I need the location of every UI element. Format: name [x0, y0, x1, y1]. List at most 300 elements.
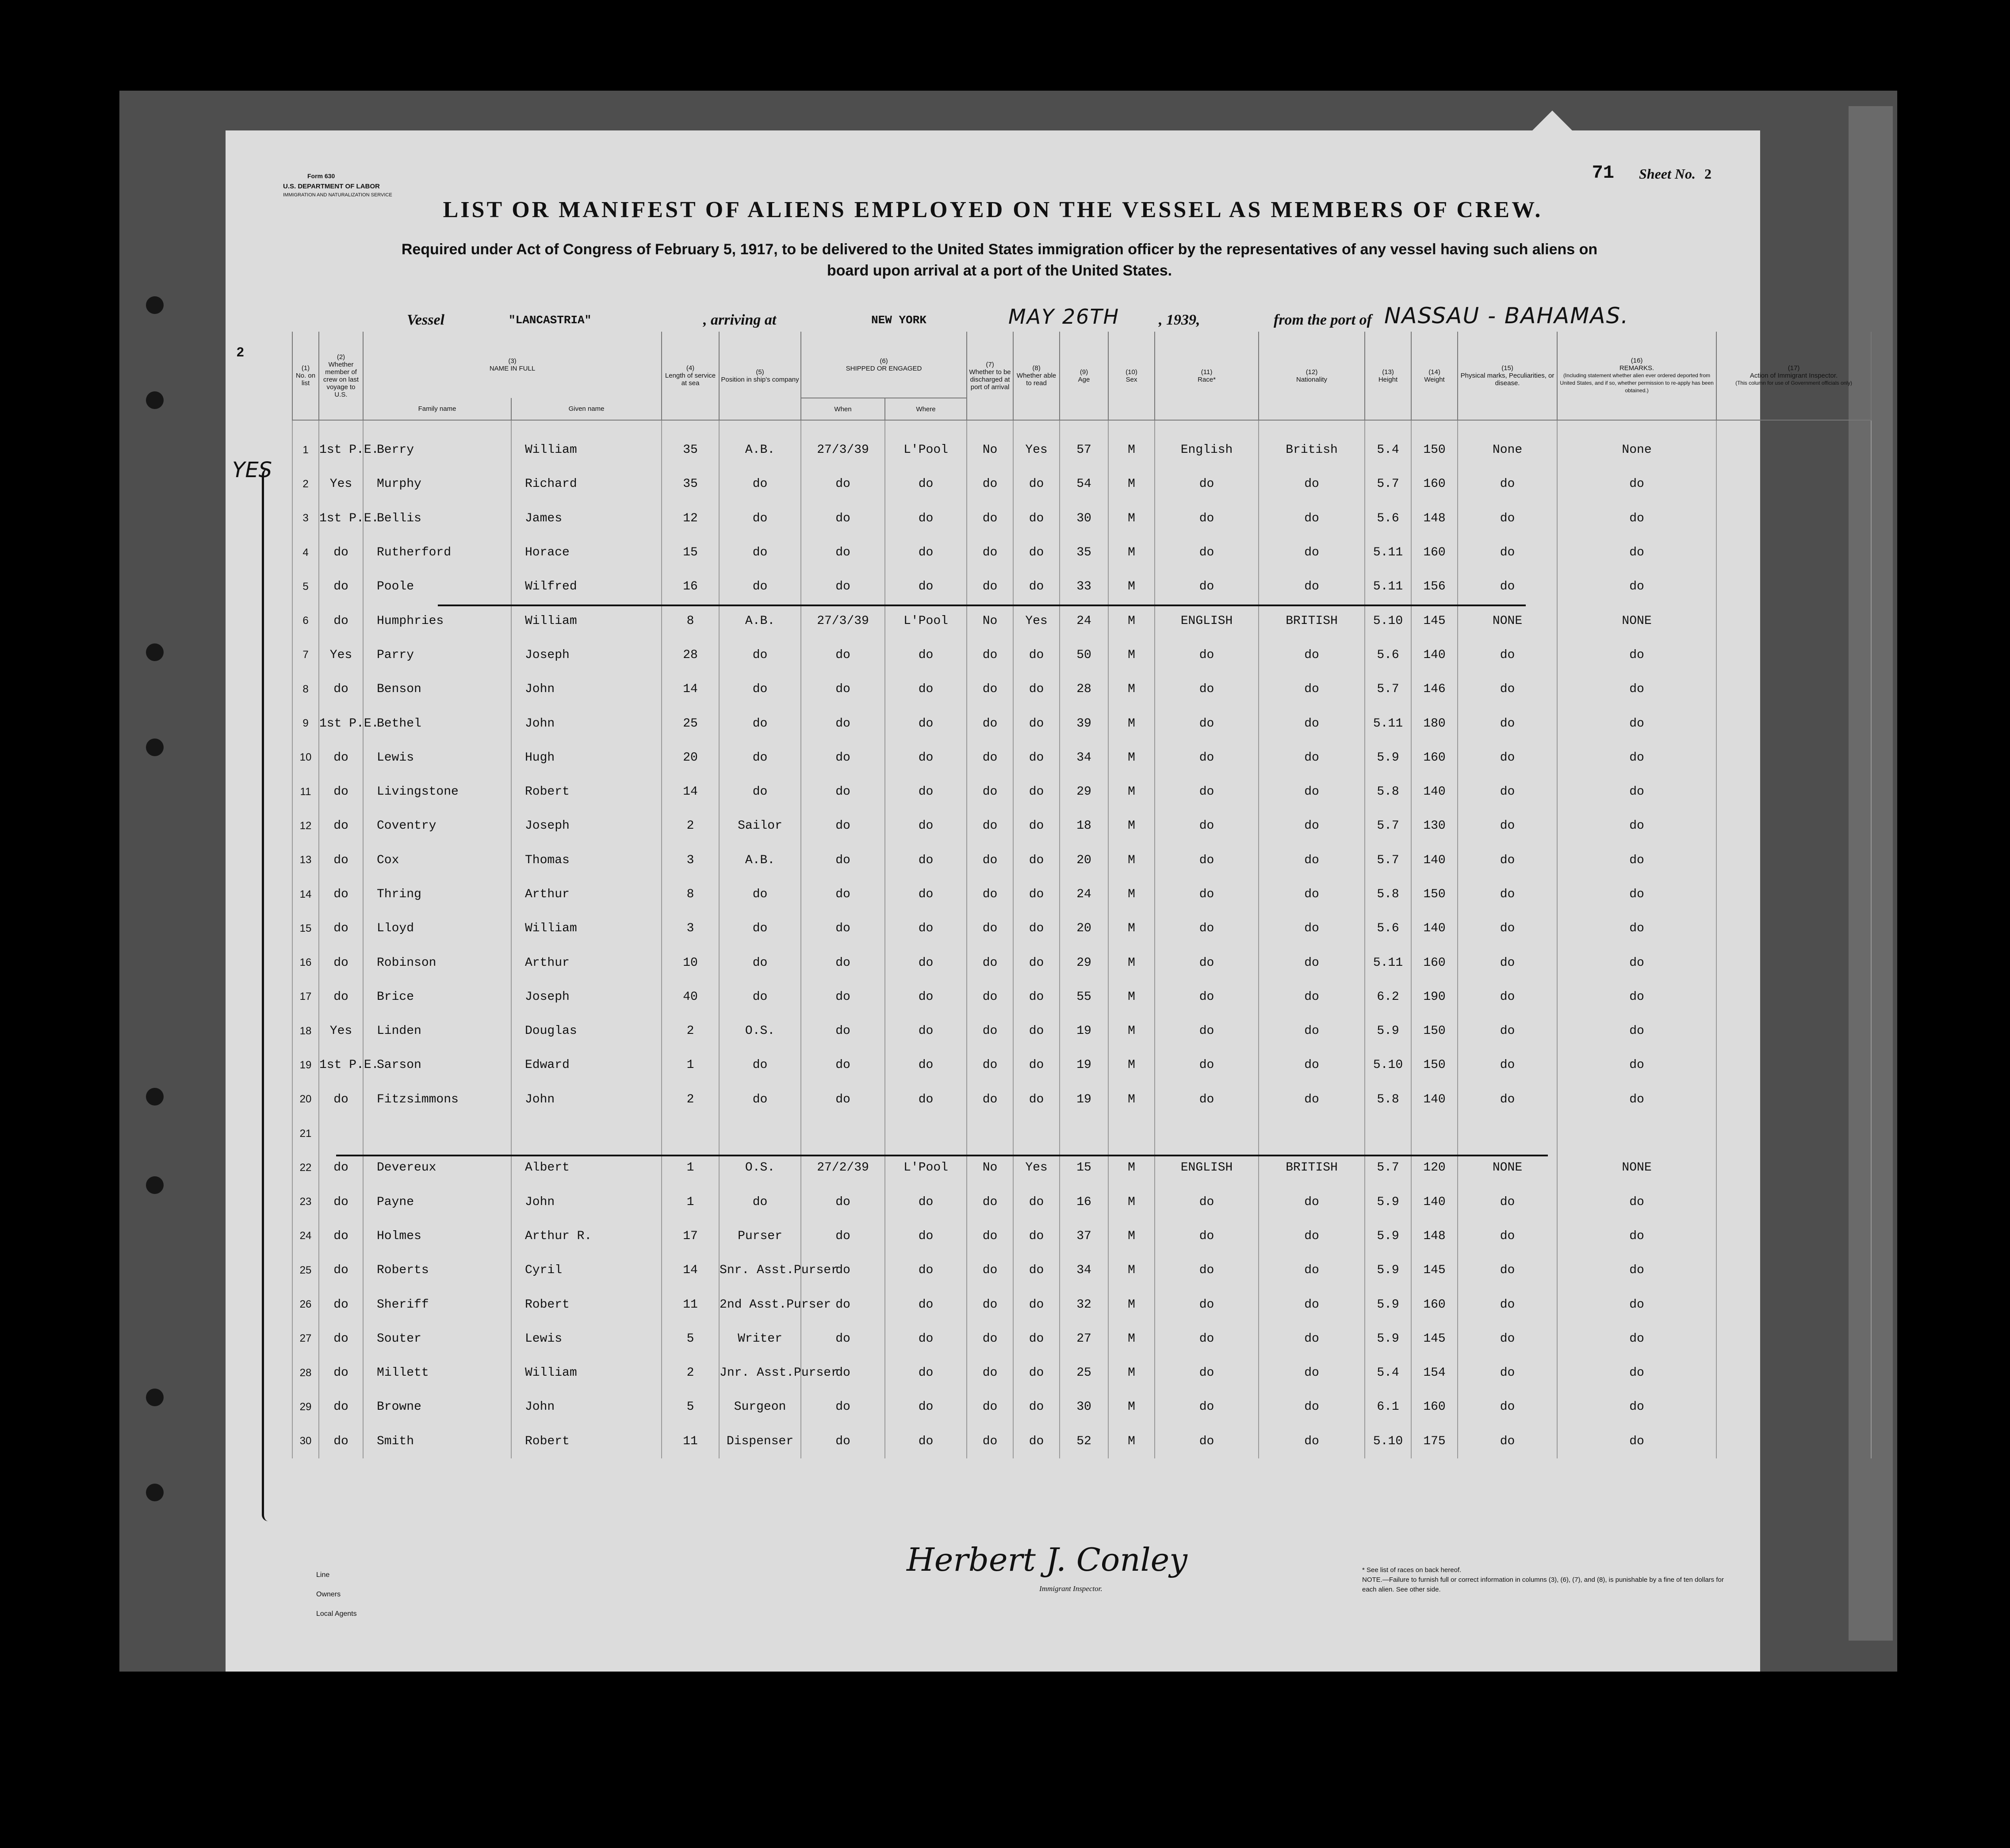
race-cell: do: [1155, 706, 1259, 740]
race-cell: do: [1155, 672, 1259, 706]
remarks-cell: do: [1557, 467, 1716, 501]
page-number: 71: [1592, 162, 1614, 184]
race-cell: do: [1155, 638, 1259, 672]
inspector-action-cell: [1716, 1219, 1871, 1253]
last-voyage-cell: do: [319, 843, 363, 877]
inspector-action-cell: [1716, 1322, 1871, 1356]
physical-marks-cell: do: [1458, 467, 1557, 501]
remarks-cell: do: [1557, 501, 1716, 536]
remarks-cell: NONE: [1557, 1151, 1716, 1185]
weight-cell: 150: [1411, 1048, 1458, 1082]
height-cell: 5.11: [1365, 536, 1411, 570]
race-cell: English: [1155, 420, 1259, 467]
height-cell: 5.9: [1365, 1287, 1411, 1321]
shipped-when-cell: do: [801, 706, 885, 740]
binder-hole: [146, 643, 164, 661]
shipped-where-cell: L'Pool: [885, 420, 967, 467]
position-cell: do: [719, 501, 801, 536]
last-voyage-cell: [319, 1117, 363, 1151]
inspector-action-cell: [1716, 1048, 1871, 1082]
row-number-cell: 18: [292, 1014, 319, 1048]
remarks-cell: do: [1557, 1048, 1716, 1082]
shipped-when-cell: do: [801, 1014, 885, 1048]
family-name-cell: Lewis: [363, 741, 511, 775]
age-cell: 28: [1060, 672, 1108, 706]
service-length-cell: 28: [662, 638, 719, 672]
row-number-cell: 9: [292, 706, 319, 740]
shipped-when-cell: do: [801, 775, 885, 809]
physical-marks-cell: do: [1458, 638, 1557, 672]
given-name-cell: William: [511, 1356, 662, 1390]
last-voyage-cell: do: [319, 1424, 363, 1458]
shipped-when-cell: do: [801, 1287, 885, 1321]
physical-marks-cell: do: [1458, 843, 1557, 877]
folded-corner: [1530, 111, 1574, 133]
last-voyage-cell: do: [319, 1219, 363, 1253]
inspector-action-cell: [1716, 775, 1871, 809]
col-header-position: (5) Position in ship's company: [719, 332, 801, 420]
race-cell: do: [1155, 1048, 1259, 1082]
shipped-when-cell: 27/2/39: [801, 1151, 885, 1185]
manifest-page: [226, 130, 1852, 1672]
able-to-read-cell: do: [1013, 1083, 1060, 1117]
able-to-read-cell: do: [1013, 877, 1060, 911]
nationality-cell: do: [1259, 980, 1365, 1014]
height-cell: 5.6: [1365, 501, 1411, 536]
able-to-read-cell: do: [1013, 911, 1060, 945]
service-name: IMMIGRATION AND NATURALIZATION SERVICE: [283, 192, 392, 198]
last-voyage-cell: do: [319, 1151, 363, 1185]
able-to-read-cell: do: [1013, 672, 1060, 706]
position-cell: do: [719, 877, 801, 911]
weight-cell: 120: [1411, 1151, 1458, 1185]
discharged-cell: do: [967, 877, 1013, 911]
table-row: [292, 706, 1871, 740]
family-name-cell: Humphries: [363, 604, 511, 638]
race-cell: do: [1155, 1083, 1259, 1117]
physical-marks-cell: do: [1458, 570, 1557, 604]
race-cell: do: [1155, 980, 1259, 1014]
able-to-read-cell: do: [1013, 638, 1060, 672]
table-row: [292, 1014, 1871, 1048]
table-row: [292, 877, 1871, 911]
service-length-cell: 16: [662, 570, 719, 604]
row-number-cell: 5: [292, 570, 319, 604]
nationality-cell: do: [1259, 1390, 1365, 1424]
col-header-family-name: Family name: [363, 398, 511, 420]
discharged-cell: do: [967, 980, 1013, 1014]
binder-hole: [146, 296, 164, 314]
sex-cell: M: [1108, 1424, 1155, 1458]
given-name-cell: Thomas: [511, 843, 662, 877]
family-name-cell: Robinson: [363, 945, 511, 979]
agents-label: Local Agents: [316, 1610, 357, 1618]
sex-cell: M: [1108, 1253, 1155, 1287]
shipped-when-cell: do: [801, 809, 885, 843]
family-name-cell: Bethel: [363, 706, 511, 740]
remarks-cell: None: [1557, 420, 1716, 467]
nationality-cell: do: [1259, 570, 1365, 604]
sex-cell: M: [1108, 706, 1155, 740]
shipped-where-cell: do: [885, 1322, 967, 1356]
family-name-cell: Berry: [363, 420, 511, 467]
service-length-cell: 14: [662, 672, 719, 706]
row-number-cell: 24: [292, 1219, 319, 1253]
service-length-cell: 2: [662, 1356, 719, 1390]
given-name-cell: Hugh: [511, 741, 662, 775]
shipped-where-cell: do: [885, 1287, 967, 1321]
col-header-when: When: [801, 398, 885, 420]
able-to-read-cell: do: [1013, 945, 1060, 979]
height-cell: 5.10: [1365, 1424, 1411, 1458]
last-voyage-cell: do: [319, 775, 363, 809]
row-number-cell: 1: [292, 420, 319, 467]
service-length-cell: 2: [662, 1083, 719, 1117]
shipped-when-cell: do: [801, 1253, 885, 1287]
shipped-when-cell: do: [801, 911, 885, 945]
service-length-cell: 3: [662, 911, 719, 945]
inspector-action-cell: [1716, 945, 1871, 979]
weight-cell: 140: [1411, 843, 1458, 877]
row-number-cell: 8: [292, 672, 319, 706]
age-cell: 18: [1060, 809, 1108, 843]
age-cell: 24: [1060, 877, 1108, 911]
age-cell: 20: [1060, 843, 1108, 877]
col-header-discharged: (7) Whether to be discharged at port of arrival: [967, 332, 1013, 420]
weight-cell: 180: [1411, 706, 1458, 740]
family-name-cell: Rutherford: [363, 536, 511, 570]
able-to-read-cell: do: [1013, 501, 1060, 536]
race-cell: do: [1155, 911, 1259, 945]
family-name-cell: Thring: [363, 877, 511, 911]
weight-cell: 146: [1411, 672, 1458, 706]
age-cell: 34: [1060, 1253, 1108, 1287]
age-cell: 30: [1060, 1390, 1108, 1424]
sex-cell: M: [1108, 1048, 1155, 1082]
physical-marks-cell: do: [1458, 672, 1557, 706]
binder-hole: [146, 1176, 164, 1194]
col-header-weight: (14) Weight: [1411, 332, 1458, 420]
height-cell: 5.10: [1365, 604, 1411, 638]
shipped-when-cell: do: [801, 741, 885, 775]
sex-cell: M: [1108, 1356, 1155, 1390]
position-cell: O.S.: [719, 1014, 801, 1048]
nationality-cell: do: [1259, 1424, 1365, 1458]
remarks-cell: do: [1557, 1322, 1716, 1356]
age-cell: 54: [1060, 467, 1108, 501]
service-length-cell: 2: [662, 809, 719, 843]
binder-hole: [146, 1389, 164, 1406]
family-name-cell: Cox: [363, 843, 511, 877]
given-name-cell: Joseph: [511, 980, 662, 1014]
race-cell: ENGLISH: [1155, 604, 1259, 638]
shipped-when-cell: 27/3/39: [801, 604, 885, 638]
shipped-where-cell: do: [885, 945, 967, 979]
nationality-cell: do: [1259, 877, 1365, 911]
position-cell: Jnr. Asst.Purser: [719, 1356, 801, 1390]
position-cell: [719, 1117, 801, 1151]
family-name-cell: Holmes: [363, 1219, 511, 1253]
table-row: [292, 501, 1871, 536]
remarks-cell: do: [1557, 775, 1716, 809]
given-name-cell: Robert: [511, 1424, 662, 1458]
inspector-action-cell: [1716, 706, 1871, 740]
given-name-cell: Cyril: [511, 1253, 662, 1287]
service-length-cell: 3: [662, 843, 719, 877]
discharged-cell: do: [967, 945, 1013, 979]
given-name-cell: Lewis: [511, 1322, 662, 1356]
position-cell: do: [719, 945, 801, 979]
able-to-read-cell: Yes: [1013, 420, 1060, 467]
shipped-when-cell: 27/3/39: [801, 420, 885, 467]
position-cell: 2nd Asst.Purser: [719, 1287, 801, 1321]
inspector-action-cell: [1716, 536, 1871, 570]
family-name-cell: Sarson: [363, 1048, 511, 1082]
discharged-cell: do: [967, 741, 1013, 775]
nationality-cell: do: [1259, 1253, 1365, 1287]
discharged-cell: do: [967, 1390, 1013, 1424]
able-to-read-cell: do: [1013, 1253, 1060, 1287]
row-number-cell: 22: [292, 1151, 319, 1185]
physical-marks-cell: do: [1458, 1014, 1557, 1048]
sex-cell: M: [1108, 1151, 1155, 1185]
weight-cell: 140: [1411, 1083, 1458, 1117]
nationality-cell: do: [1259, 706, 1365, 740]
age-cell: 33: [1060, 570, 1108, 604]
shipped-where-cell: do: [885, 1219, 967, 1253]
inspector-action-cell: [1716, 877, 1871, 911]
remarks-cell: NONE: [1557, 604, 1716, 638]
line-label: Line: [316, 1571, 330, 1579]
shipped-where-cell: do: [885, 980, 967, 1014]
shipped-where-cell: do: [885, 911, 967, 945]
col-header-race: (11) Race*: [1155, 332, 1259, 420]
inspector-action-cell: [1716, 1356, 1871, 1390]
weight-cell: 145: [1411, 1322, 1458, 1356]
given-name-cell: Douglas: [511, 1014, 662, 1048]
col-header-marks: (15) Physical marks, Peculiarities, or disease.: [1458, 332, 1557, 420]
age-cell: 57: [1060, 420, 1108, 467]
shipped-where-cell: do: [885, 1390, 967, 1424]
last-voyage-cell: do: [319, 672, 363, 706]
form-number: Form 630: [307, 172, 335, 180]
shipped-when-cell: do: [801, 1390, 885, 1424]
age-cell: 19: [1060, 1048, 1108, 1082]
physical-marks-cell: do: [1458, 1287, 1557, 1321]
shipped-where-cell: do: [885, 1356, 967, 1390]
position-cell: do: [719, 638, 801, 672]
given-name-cell: John: [511, 706, 662, 740]
height-cell: [1365, 1117, 1411, 1151]
family-name-cell: Bellis: [363, 501, 511, 536]
physical-marks-cell: NONE: [1458, 1151, 1557, 1185]
sex-cell: M: [1108, 911, 1155, 945]
weight-cell: 156: [1411, 570, 1458, 604]
shipped-where-cell: do: [885, 536, 967, 570]
weight-cell: 190: [1411, 980, 1458, 1014]
height-cell: 5.9: [1365, 1219, 1411, 1253]
inspector-action-cell: [1716, 604, 1871, 638]
family-name-cell: [363, 1117, 511, 1151]
col-header-sex: (10) Sex: [1108, 332, 1155, 420]
last-voyage-cell: do: [319, 1083, 363, 1117]
table-row: [292, 809, 1871, 843]
discharged-cell: do: [967, 706, 1013, 740]
height-cell: 5.11: [1365, 945, 1411, 979]
height-cell: 5.4: [1365, 1356, 1411, 1390]
service-length-cell: 1: [662, 1185, 719, 1219]
physical-marks-cell: do: [1458, 1253, 1557, 1287]
owners-label: Owners: [316, 1591, 341, 1598]
physical-marks-cell: do: [1458, 1322, 1557, 1356]
family-name-cell: Parry: [363, 638, 511, 672]
height-cell: 5.8: [1365, 1083, 1411, 1117]
last-voyage-cell: do: [319, 809, 363, 843]
margin-brace-mark: [262, 469, 275, 1521]
col-header-read: (8) Whether able to read: [1013, 332, 1060, 420]
shipped-where-cell: L'Pool: [885, 1151, 967, 1185]
nationality-cell: do: [1259, 1287, 1365, 1321]
remarks-cell: do: [1557, 1219, 1716, 1253]
position-cell: do: [719, 1048, 801, 1082]
sex-cell: M: [1108, 420, 1155, 467]
sex-cell: M: [1108, 467, 1155, 501]
remarks-cell: do: [1557, 741, 1716, 775]
family-name-cell: Payne: [363, 1185, 511, 1219]
shipped-where-cell: do: [885, 1083, 967, 1117]
table-row: [292, 945, 1871, 979]
able-to-read-cell: do: [1013, 1219, 1060, 1253]
col-header-age: (9) Age: [1060, 332, 1108, 420]
service-length-cell: 35: [662, 467, 719, 501]
family-name-cell: Coventry: [363, 809, 511, 843]
height-cell: 5.9: [1365, 1253, 1411, 1287]
voyage-line: [226, 303, 1760, 334]
race-cell: do: [1155, 570, 1259, 604]
discharged-cell: do: [967, 1014, 1013, 1048]
shipped-when-cell: do: [801, 672, 885, 706]
races-note: * See list of races on back hereof.: [1362, 1566, 1462, 1574]
discharged-cell: do: [967, 1083, 1013, 1117]
discharged-cell: do: [967, 536, 1013, 570]
discharged-cell: No: [967, 604, 1013, 638]
shipped-when-cell: do: [801, 1322, 885, 1356]
table-row: [292, 1424, 1871, 1458]
nationality-cell: BRITISH: [1259, 1151, 1365, 1185]
sex-cell: M: [1108, 945, 1155, 979]
shipped-where-cell: do: [885, 1014, 967, 1048]
table-row: [292, 980, 1871, 1014]
table-row: [292, 775, 1871, 809]
family-name-cell: Roberts: [363, 1253, 511, 1287]
weight-cell: 154: [1411, 1356, 1458, 1390]
position-cell: do: [719, 1185, 801, 1219]
height-cell: 5.9: [1365, 741, 1411, 775]
sex-cell: M: [1108, 1390, 1155, 1424]
row-number-cell: 20: [292, 1083, 319, 1117]
height-cell: 5.6: [1365, 911, 1411, 945]
age-cell: 27: [1060, 1322, 1108, 1356]
given-name-cell: Robert: [511, 1287, 662, 1321]
able-to-read-cell: do: [1013, 467, 1060, 501]
nationality-cell: do: [1259, 638, 1365, 672]
race-cell: do: [1155, 536, 1259, 570]
height-cell: 5.7: [1365, 1151, 1411, 1185]
height-cell: 5.7: [1365, 467, 1411, 501]
shipped-when-cell: do: [801, 843, 885, 877]
table-row: [292, 1287, 1871, 1321]
weight-cell: 150: [1411, 420, 1458, 467]
race-cell: do: [1155, 1390, 1259, 1424]
sheet-number: 2: [1704, 166, 1711, 182]
table-row: [292, 1083, 1871, 1117]
last-voyage-cell: do: [319, 570, 363, 604]
table-row: [292, 638, 1871, 672]
discharged-cell: do: [967, 638, 1013, 672]
position-cell: Writer: [719, 1322, 801, 1356]
service-length-cell: 1: [662, 1048, 719, 1082]
shipped-where-cell: do: [885, 775, 967, 809]
nationality-cell: do: [1259, 1083, 1365, 1117]
vessel-name: "LANCASTRIA": [509, 314, 592, 327]
family-name-cell: Souter: [363, 1322, 511, 1356]
position-cell: A.B.: [719, 604, 801, 638]
discharged-cell: do: [967, 843, 1013, 877]
table-row: [292, 1185, 1871, 1219]
family-name-cell: Fitzsimmons: [363, 1083, 511, 1117]
shipped-when-cell: do: [801, 877, 885, 911]
last-voyage-cell: 1st P.E.: [319, 706, 363, 740]
row-number-cell: 11: [292, 775, 319, 809]
sex-cell: M: [1108, 672, 1155, 706]
sex-cell: M: [1108, 1287, 1155, 1321]
sheet-label: Sheet No.: [1639, 166, 1696, 182]
position-cell: do: [719, 706, 801, 740]
weight-cell: 140: [1411, 638, 1458, 672]
sex-cell: M: [1108, 501, 1155, 536]
col-header-given-name: Given name: [511, 398, 662, 420]
department: U.S. DEPARTMENT OF LABOR: [283, 183, 380, 190]
discharged-cell: do: [967, 775, 1013, 809]
row-number-cell: 2: [292, 467, 319, 501]
table-row: [292, 1219, 1871, 1253]
position-cell: do: [719, 1083, 801, 1117]
strike-line-row-5: [438, 605, 1526, 606]
given-name-cell: Horace: [511, 536, 662, 570]
family-name-cell: Sheriff: [363, 1287, 511, 1321]
given-name-cell: Robert: [511, 775, 662, 809]
arrival-date: MAY 26TH: [1008, 305, 1120, 329]
sex-cell: M: [1108, 775, 1155, 809]
shipped-when-cell: do: [801, 980, 885, 1014]
row-number-cell: 26: [292, 1287, 319, 1321]
divider-line-row-21: [336, 1155, 1548, 1156]
able-to-read-cell: do: [1013, 1356, 1060, 1390]
sex-cell: M: [1108, 877, 1155, 911]
row-number-cell: 25: [292, 1253, 319, 1287]
service-length-cell: 11: [662, 1287, 719, 1321]
col-header-name: (3) NAME IN FULL: [363, 332, 662, 398]
service-length-cell: 20: [662, 741, 719, 775]
inspector-action-cell: [1716, 1390, 1871, 1424]
discharged-cell: do: [967, 1356, 1013, 1390]
position-cell: Snr. Asst.Purser: [719, 1253, 801, 1287]
col-header-nationality: (12) Nationality: [1259, 332, 1365, 420]
nationality-cell: do: [1259, 1322, 1365, 1356]
physical-marks-cell: do: [1458, 980, 1557, 1014]
shipped-where-cell: L'Pool: [885, 604, 967, 638]
weight-cell: 160: [1411, 741, 1458, 775]
